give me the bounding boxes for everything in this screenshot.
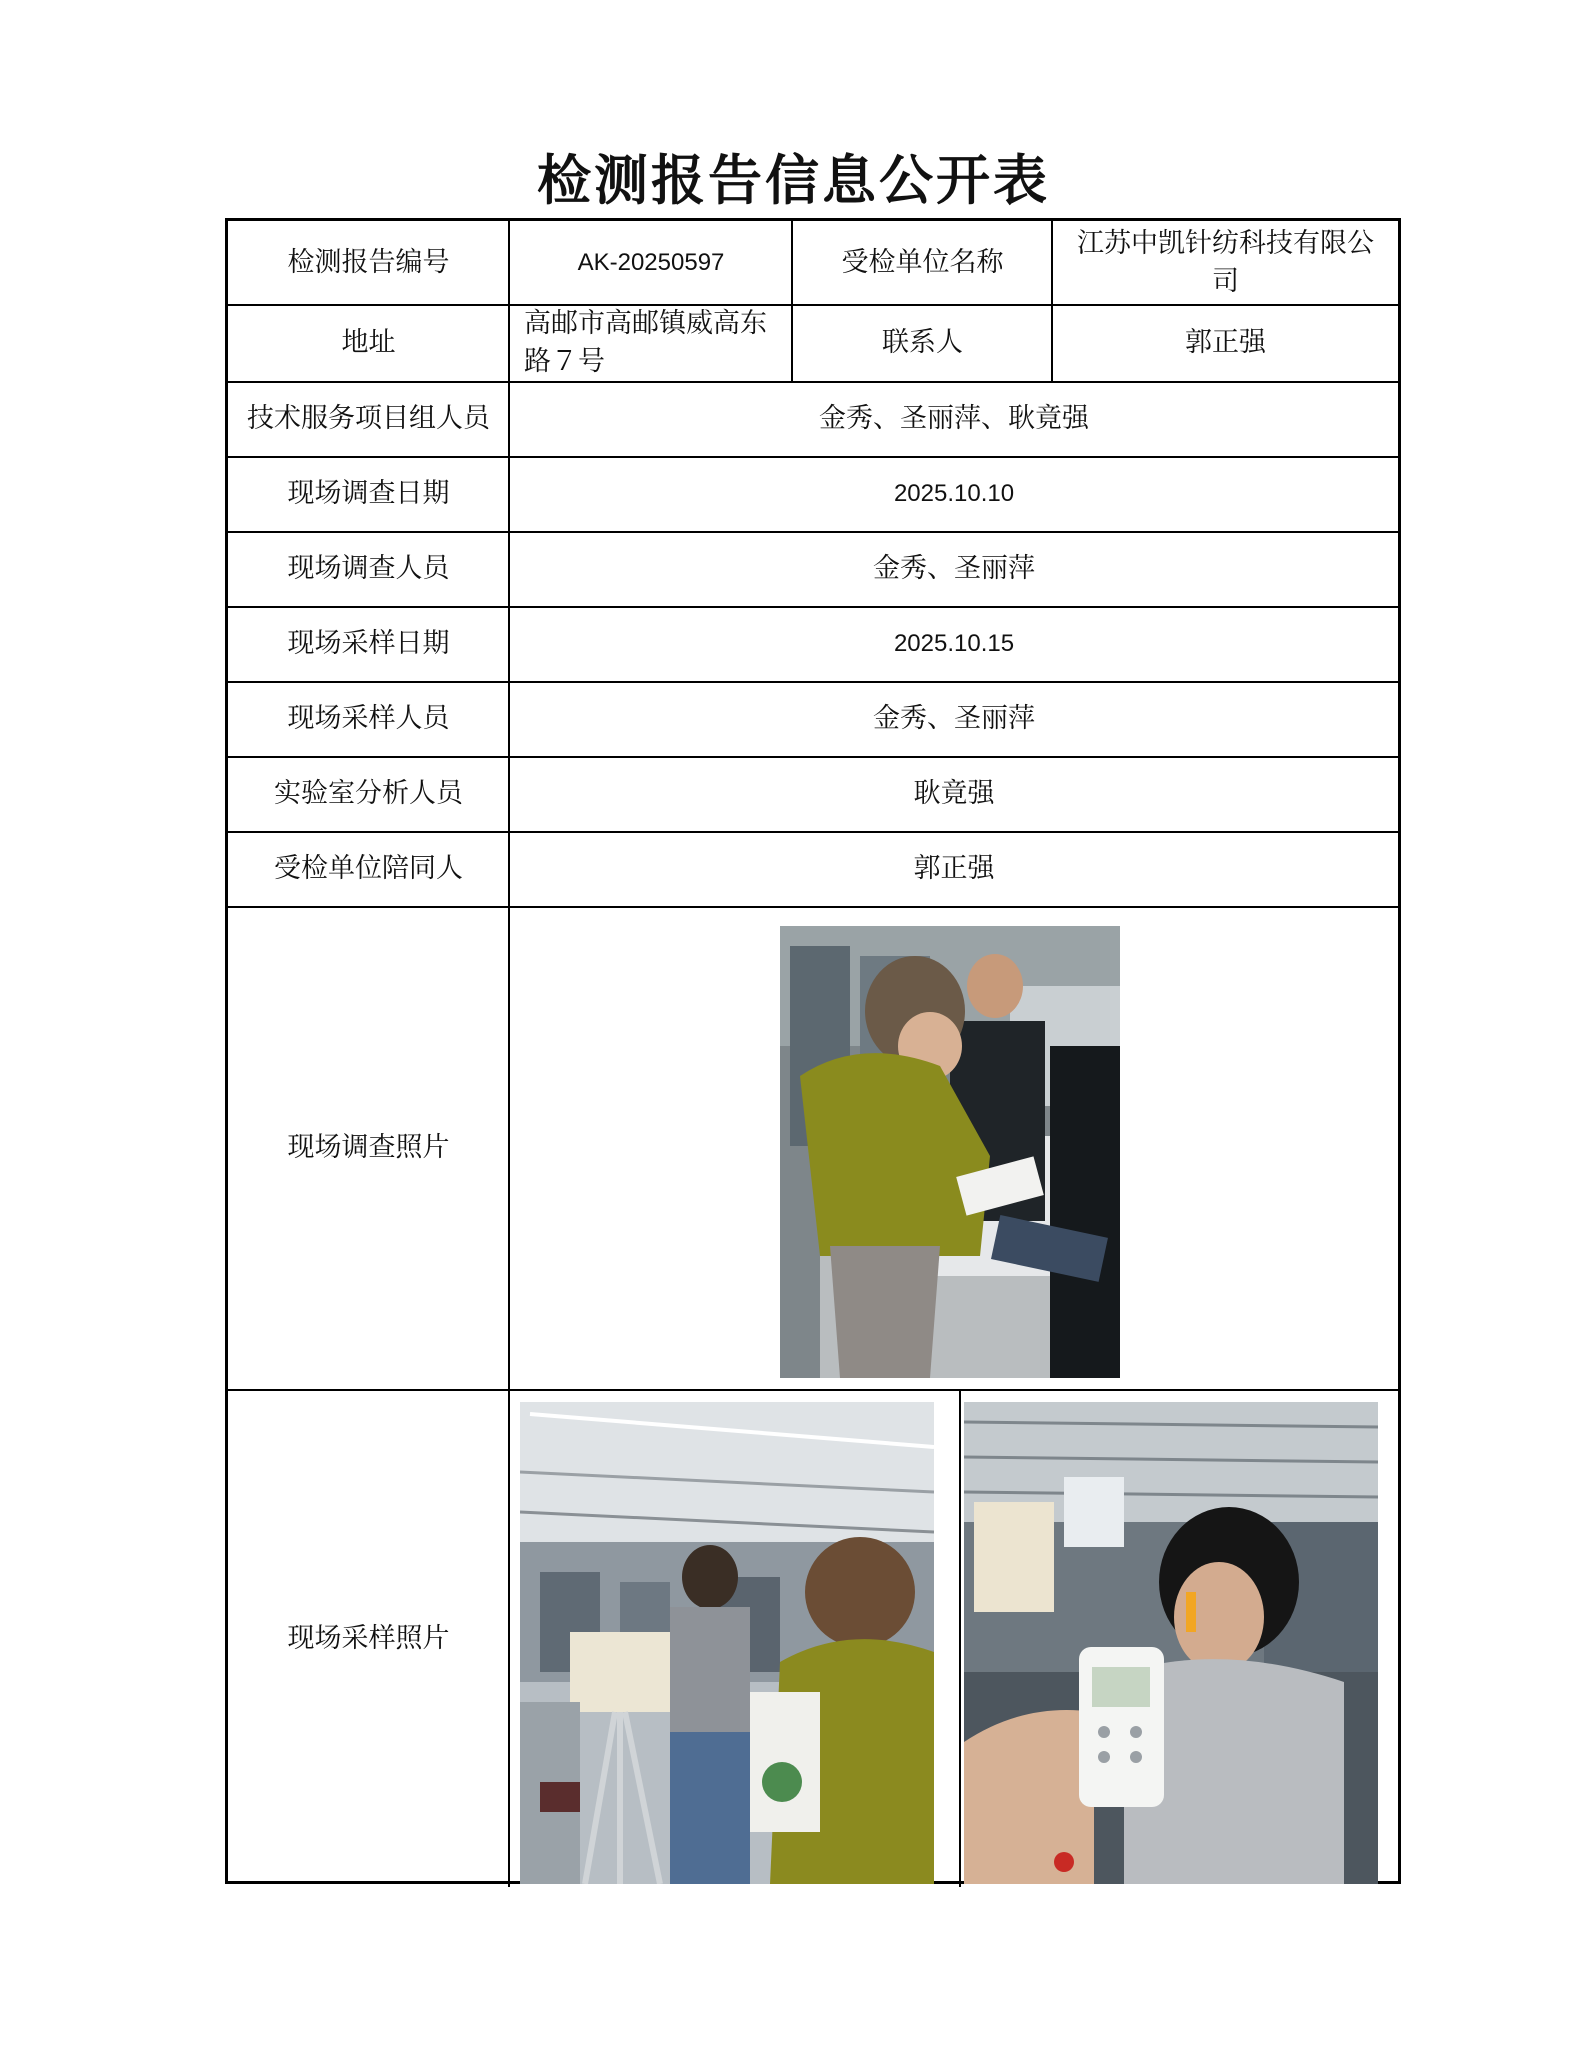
- sampling-photo-right: [964, 1402, 1378, 1884]
- page-title: 检测报告信息公开表: [537, 148, 1050, 212]
- row-value: 郭正强: [913, 853, 995, 884]
- report-no-value: AK-20250597: [577, 249, 725, 276]
- contact-value: 郭正强: [1185, 327, 1266, 358]
- report-no-label: 检测报告编号: [287, 247, 450, 278]
- row-value: 耿竟强: [913, 778, 995, 809]
- row-label: 现场采样日期: [287, 628, 450, 659]
- sampling-photo-left: [520, 1402, 934, 1884]
- row-label: 受检单位陪同人: [274, 853, 463, 884]
- row-label: 技术服务项目组人员: [247, 403, 490, 434]
- row-label: 现场调查日期: [287, 478, 450, 509]
- unit-name-label: 受检单位名称: [841, 247, 1004, 278]
- row-value: 金秀、圣丽萍: [873, 703, 1035, 734]
- row-label: 现场调查人员: [287, 553, 450, 584]
- address-value: 高邮市高邮镇威高东路７号: [524, 308, 767, 377]
- row-value: 2025.10.10: [893, 480, 1015, 507]
- survey-photo: [780, 926, 1120, 1378]
- unit-name-value: 江苏中凯针纺科技有限公司: [1077, 228, 1374, 297]
- contact-label: 联系人: [882, 327, 963, 358]
- row-value: 金秀、圣丽萍、耿竟强: [819, 403, 1089, 434]
- info-table: [225, 218, 1401, 1884]
- row-label: 实验室分析人员: [274, 778, 463, 809]
- address-label: 地址: [341, 327, 396, 358]
- row-value: 2025.10.15: [893, 630, 1015, 657]
- sampling-photo-label: 现场采样照片: [287, 1622, 450, 1654]
- row-label: 现场采样人员: [287, 703, 450, 734]
- survey-photo-label: 现场调查照片: [287, 1132, 450, 1163]
- row-value: 金秀、圣丽萍: [873, 553, 1035, 584]
